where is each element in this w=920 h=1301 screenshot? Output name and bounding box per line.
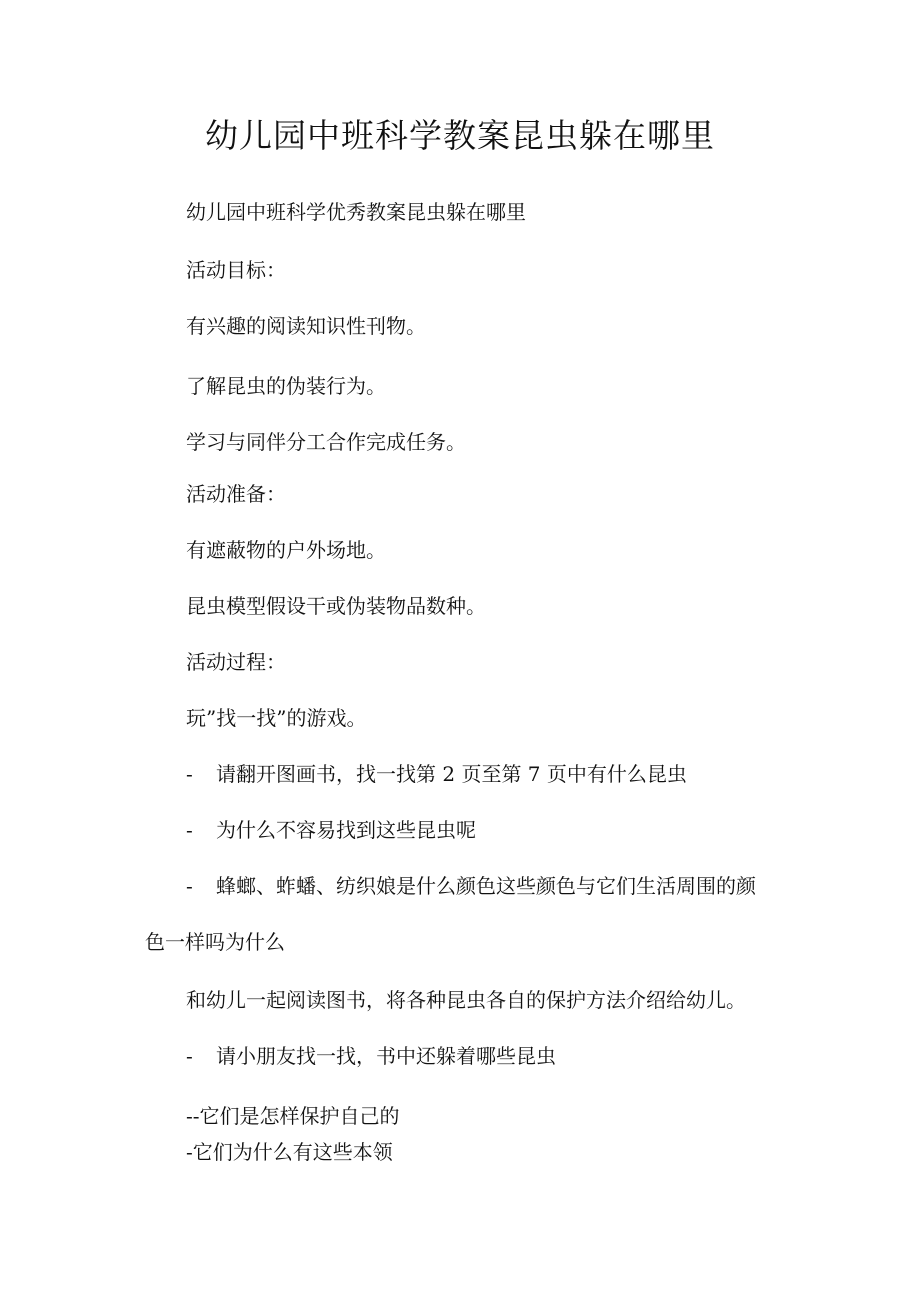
goal-line-2: 了解昆虫的伪装行为。 [186, 374, 386, 398]
goal-line-3: 学习与同伴分工合作完成任务。 [186, 430, 466, 454]
bullet-text: 请小朋友找一找，书中还躲着哪些昆虫 [216, 1044, 556, 1068]
bullet-item [186, 760, 687, 788]
document-title: 幼儿园中班科学教案昆虫躲在哪里 [205, 116, 715, 155]
subtitle-line: 幼儿园中班科学优秀教案昆虫躲在哪里 [186, 200, 526, 224]
bullet-text: 为什么不容易找到这些昆虫呢 [216, 818, 476, 842]
prep-line-1: 有遮蔽物的户外场地。 [186, 538, 386, 562]
bullet-dash: - [186, 818, 193, 842]
section-heading-process: 活动过程： [186, 650, 286, 674]
bullet-item [186, 816, 476, 844]
bullet-item [186, 872, 756, 900]
bullet-dash: - [186, 1044, 193, 1068]
bullet-dash: - [186, 874, 193, 898]
wrapped-line: 色一样吗为什么 [145, 930, 285, 954]
question-line-1: --它们是怎样保护自己的 [186, 1104, 400, 1128]
goal-line-1: 有兴趣的阅读知识性刊物。 [186, 314, 426, 338]
process-line-1: 玩”找一找”的游戏。 [186, 706, 367, 730]
reading-line: 和幼儿一起阅读图书，将各种昆虫各自的保护方法介绍给幼儿。 [186, 988, 746, 1012]
prep-line-2: 昆虫模型假设干或伪装物品数种。 [186, 594, 486, 618]
bullet-text: 蜂螂、蚱蟠、纺织娘是什么颜色这些颜色与它们生活周围的颜 [216, 874, 756, 898]
bullet-dash: - [186, 762, 193, 786]
section-heading-preparation: 活动准备： [186, 482, 286, 506]
bullet-item [186, 1042, 556, 1070]
section-heading-goals: 活动目标： [186, 258, 286, 282]
question-line-2: -它们为什么有这些本领 [186, 1140, 393, 1164]
bullet-text: 请翻开图画书，找一找第 2 页至第 7 页中有什么昆虫 [216, 762, 687, 786]
